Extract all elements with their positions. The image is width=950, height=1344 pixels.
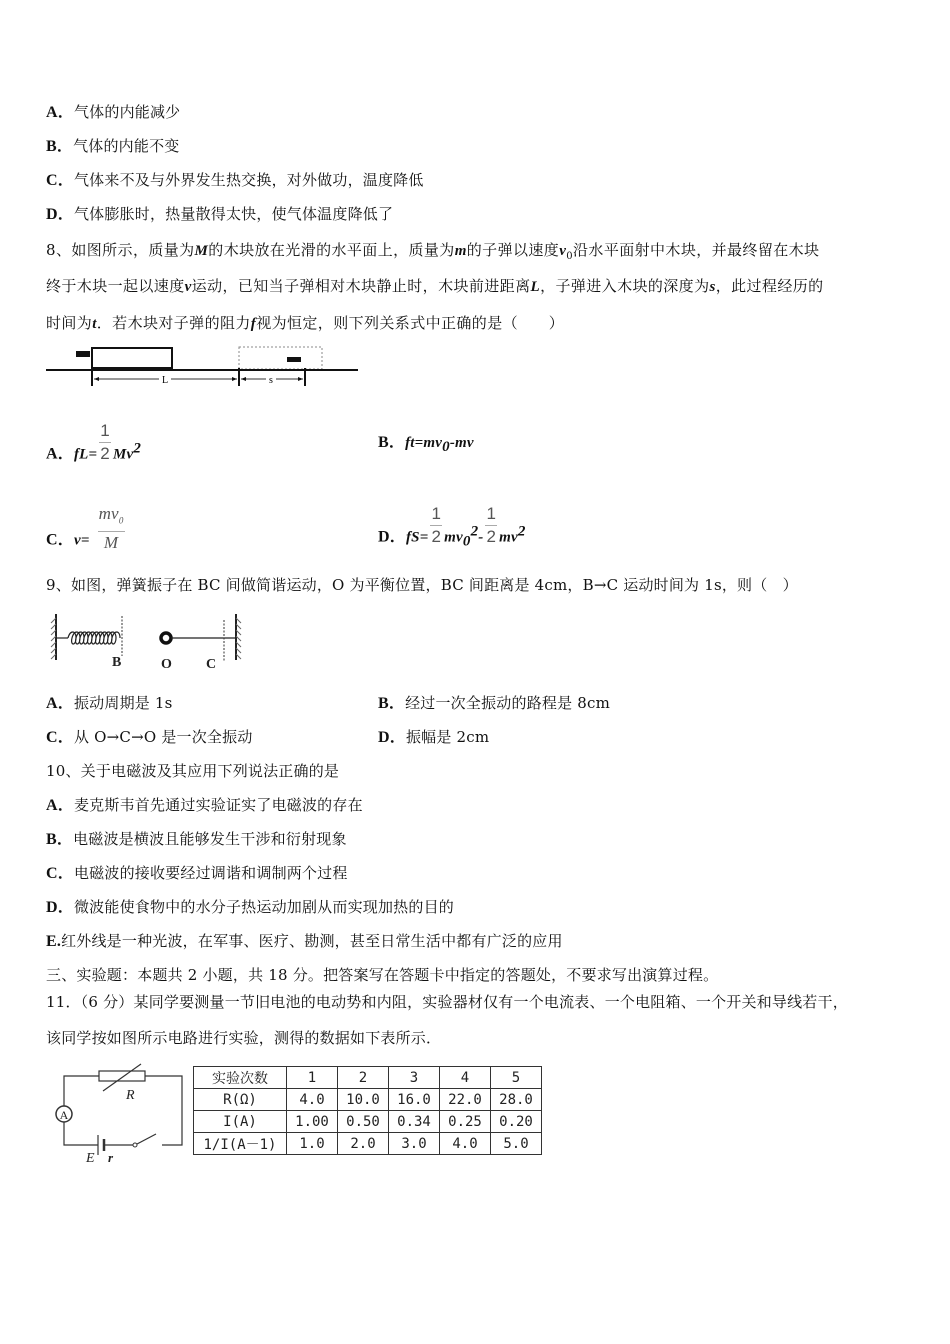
q8-text: 时间为 — [46, 314, 93, 332]
q8-text: 如图所示，质量为 — [71, 241, 195, 259]
q7-option-a — [46, 102, 180, 123]
q8-stem-line1 — [46, 240, 819, 267]
table-header-cell: I(A) — [194, 1111, 287, 1133]
option-label: E. — [46, 933, 62, 950]
fraction — [430, 503, 442, 548]
option-text: 气体膨胀时，热量散得太快，使气体温度降低了 — [73, 205, 394, 223]
section-heading-text: 三、实验题：本题共 2 小题，共 18 分。把答案写在答题卡中指定的答题处，不要求写出演算过程。 — [46, 966, 719, 984]
table-cell: 4 — [440, 1067, 491, 1089]
subscript: 0 — [118, 515, 124, 526]
q10-option-b — [46, 829, 347, 850]
option-text: 振动周期是 1s — [73, 694, 173, 712]
table-header-cell: 实验次数 — [194, 1067, 287, 1089]
option-text: 红外线是一种光波，在军事、医疗、勘测，甚至日常生活中都有广泛的应用 — [61, 932, 563, 950]
option-label: B． — [378, 695, 406, 712]
q9-spring-oscillator-figure — [46, 610, 246, 672]
var-f: f — [250, 316, 257, 332]
option-label: C． — [46, 729, 74, 746]
numerator: 1 — [99, 420, 111, 443]
q10-text: 10、关于电磁波及其应用下列说法正确的是 — [46, 762, 340, 780]
q11-data-table — [193, 1066, 542, 1155]
table-cell: 5 — [491, 1067, 542, 1089]
table-cell: 1 — [287, 1067, 338, 1089]
subscript: 0 — [566, 251, 574, 262]
formula-lhs: fS= — [405, 529, 429, 546]
internal-resistance-label: r — [108, 1150, 114, 1165]
option-text: 气体的内能不变 — [73, 137, 180, 155]
question-number: 8、 — [46, 241, 72, 259]
option-label: A． — [46, 695, 74, 712]
formula-term: mv — [444, 529, 463, 546]
superscript: 2 — [470, 523, 479, 540]
option-label: B． — [46, 138, 74, 155]
table-cell: 0.20 — [491, 1111, 542, 1133]
formula-lhs: v= — [73, 532, 90, 549]
q10-option-e — [46, 931, 563, 952]
q11-text: 11．（6 分）某同学要测量一节旧电池的电动势和内阻，实验器材仅有一个电流表、一个电阻箱、一个开关和导线若干， — [46, 993, 848, 1011]
table-cell: 22.0 — [440, 1089, 491, 1111]
denominator: 2 — [100, 444, 110, 463]
table-cell: 4.0 — [287, 1089, 338, 1111]
table-cell: 0.50 — [338, 1111, 389, 1133]
q8-option-c — [46, 504, 127, 566]
option-label: C． — [46, 865, 74, 882]
option-text: 从 O→C→O 是一次全振动 — [73, 728, 253, 746]
option-label: A． — [46, 104, 74, 121]
fraction — [99, 420, 111, 465]
numerator: 1 — [430, 503, 442, 526]
q8-text: 视为恒定，则下列关系式中正确的是（ ） — [256, 314, 565, 332]
var-s: s — [709, 279, 716, 295]
table-cell: 4.0 — [440, 1133, 491, 1155]
fraction — [485, 503, 497, 548]
option-label: D． — [46, 899, 74, 916]
var-v: v — [184, 279, 192, 295]
q9-option-a — [46, 693, 173, 714]
option-text: 电磁波是横波且能够发生干涉和衍射现象 — [73, 830, 347, 848]
q8-text: 的木块放在光滑的水平面上，质量为 — [208, 241, 455, 259]
numerator: 1 — [485, 503, 497, 526]
q10-stem — [46, 761, 339, 781]
table-row — [194, 1133, 542, 1155]
q8-text: ．若木块对子弹的阻力 — [96, 314, 251, 332]
table-cell: 0.34 — [389, 1111, 440, 1133]
option-text: 经过一次全振动的路程是 8cm — [405, 694, 611, 712]
option-label: B． — [46, 831, 74, 848]
q7-option-d — [46, 204, 393, 225]
subscript: 0 — [462, 533, 471, 550]
q10-option-c — [46, 863, 348, 884]
q9-option-c — [46, 727, 253, 748]
table-row — [194, 1089, 542, 1111]
q8-stem-line2 — [46, 276, 824, 297]
ammeter-label: A — [59, 1108, 69, 1122]
q8-text: 沿水平面射中木块，并最终留在木块 — [573, 241, 820, 259]
option-label: B． — [378, 434, 406, 451]
numerator-text: mv — [98, 504, 119, 523]
table-cell: 1.0 — [287, 1133, 338, 1155]
option-label: C． — [46, 531, 74, 549]
table-cell: 10.0 — [338, 1089, 389, 1111]
q11-text: 该同学按如图所示电路进行实验，测得的数据如下表所示． — [46, 1029, 442, 1047]
formula-term: mv — [499, 529, 518, 546]
var-L: L — [530, 279, 541, 295]
table-cell: 1.00 — [287, 1111, 338, 1133]
q8-stem-line3 — [46, 313, 564, 334]
denominator: 2 — [486, 527, 497, 546]
formula-lhs: fL= — [73, 446, 98, 463]
table-header-cell: R(Ω) — [194, 1089, 287, 1111]
q8-text: 的子弹以速度 — [466, 241, 560, 259]
option-label: D． — [378, 528, 406, 546]
section-3-heading — [46, 965, 718, 985]
q9-option-b — [378, 693, 610, 714]
option-label: A． — [46, 445, 74, 463]
option-label: C． — [46, 172, 74, 189]
q8-option-a — [46, 421, 142, 477]
denominator: 2 — [431, 527, 442, 546]
table-row — [194, 1067, 542, 1089]
table-row — [194, 1111, 542, 1133]
fraction — [98, 503, 125, 554]
q11-stem-line1 — [46, 992, 848, 1012]
var-M: M — [194, 243, 209, 259]
q8-option-d — [378, 504, 526, 560]
label-s: s — [269, 375, 273, 386]
formula-part: ft=mv — [405, 435, 443, 451]
table-cell: 2.0 — [338, 1133, 389, 1155]
label-L: L — [161, 375, 169, 386]
q8-text: ，子弹进入木块的深度为 — [540, 277, 710, 295]
q7-option-c — [46, 170, 424, 191]
option-text: 微波能使食物中的水分子热运动加剧从而实现加热的目的 — [73, 898, 454, 916]
q8-text: ，此过程经历的 — [715, 277, 824, 295]
numerator — [98, 503, 125, 532]
label-O: O — [161, 657, 172, 672]
emf-label: E — [86, 1151, 95, 1166]
label-C: C — [206, 657, 217, 672]
option-label: D． — [378, 729, 406, 746]
q11-circuit-diagram — [46, 1064, 188, 1166]
q8-text: 终于木块一起以速度 — [46, 277, 185, 295]
option-text: 电磁波的接收要经过调谐和调制两个过程 — [73, 864, 348, 882]
option-text: 气体的内能减少 — [73, 103, 181, 121]
superscript: 2 — [133, 440, 142, 457]
option-text: 振幅是 2cm — [405, 728, 490, 746]
q9-stem — [46, 575, 798, 595]
q9-text: 9、如图，弹簧振子在 BC 间做简谐运动，O 为平衡位置，BC 间距离是 4cm，B→C 运动时间为 1s，则（ ） — [46, 576, 798, 594]
table-cell: 2 — [338, 1067, 389, 1089]
option-label: A． — [46, 797, 74, 814]
option-label: D． — [46, 206, 74, 223]
resistor-label: R — [126, 1088, 135, 1103]
denominator: M — [103, 533, 119, 553]
q8-block-bullet-figure — [46, 344, 362, 390]
q8-option-b — [378, 432, 474, 457]
minus-sign: - — [478, 529, 484, 546]
var-m: m — [454, 243, 467, 259]
q11-stem-line2 — [46, 1028, 441, 1048]
superscript: 2 — [517, 523, 526, 540]
formula-part: -mv — [449, 435, 474, 451]
option-text: 气体来不及与外界发生热交换，对外做功，温度降低 — [73, 171, 424, 189]
q9-option-d — [378, 727, 489, 748]
label-B: B — [112, 655, 122, 670]
table-cell: 28.0 — [491, 1089, 542, 1111]
table-cell: 5.0 — [491, 1133, 542, 1155]
q10-option-d — [46, 897, 454, 918]
q10-option-a — [46, 795, 363, 816]
table-cell: 3.0 — [389, 1133, 440, 1155]
q8-text: 运动，已知当子弹相对木块静止时，木块前进距离 — [191, 277, 531, 295]
var-v0: v — [559, 243, 567, 259]
table-cell: 16.0 — [389, 1089, 440, 1111]
subscript: 0 — [442, 439, 450, 455]
table-cell: 3 — [389, 1067, 440, 1089]
var-t: t — [92, 316, 97, 332]
table-cell: 0.25 — [440, 1111, 491, 1133]
option-text: 麦克斯韦首先通过实验证实了电磁波的存在 — [73, 796, 363, 814]
table-header-cell: 1/I(A－1) — [194, 1133, 287, 1155]
formula-rhs: Mv — [112, 446, 134, 463]
q7-option-b — [46, 136, 179, 157]
